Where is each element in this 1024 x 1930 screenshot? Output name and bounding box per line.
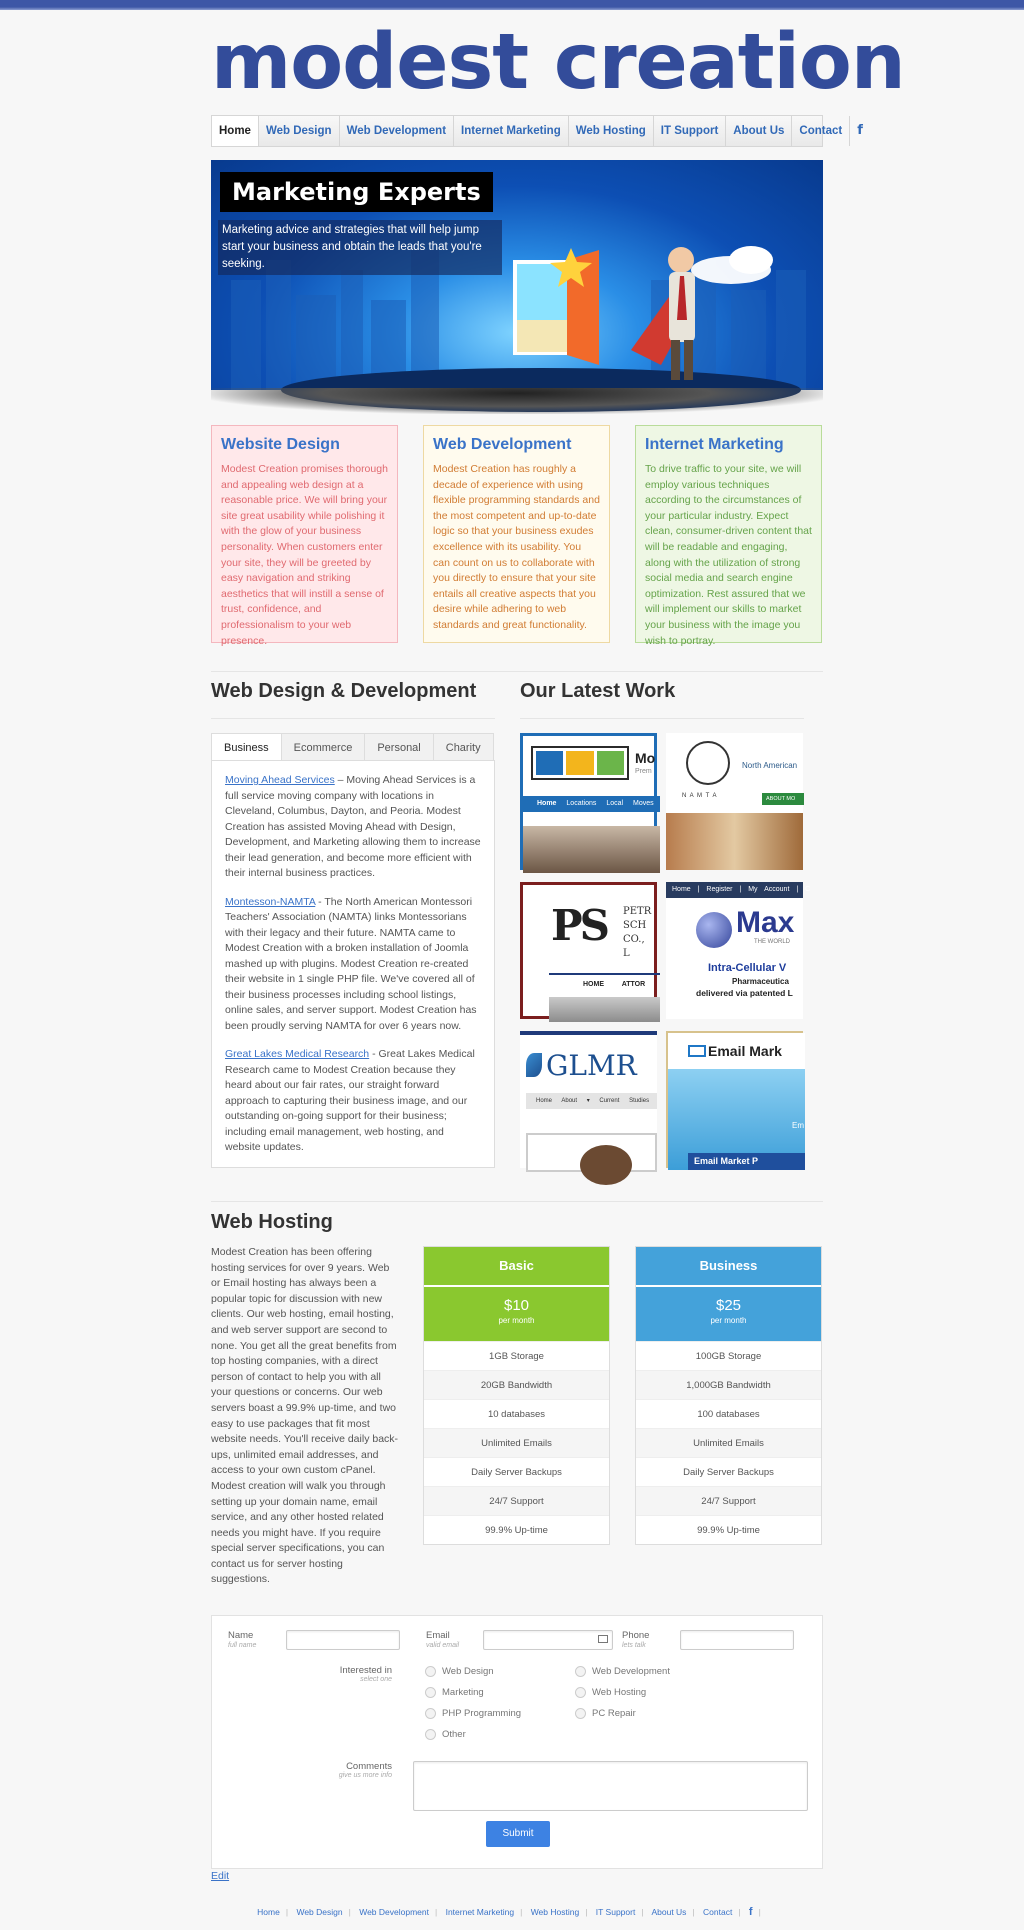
plan-feature: Daily Server Backups [636,1457,821,1486]
plan-feature: Unlimited Emails [636,1428,821,1457]
comments-label: Comments [346,1761,392,1772]
feature-text: Modest Creation promises thorough and appealing web design at a reasonable price. We will bring your site great usability while polishing it with the glow of your business personality. When customers enter your site, they will be greeted by easy navigation and striking aesthetics that will instill a sense of trust, confidence, and professionalism to your web presence. [221,463,388,647]
feature-internet-marketing [635,425,822,647]
nav-item-web-hosting[interactable]: Web Hosting [569,116,654,146]
footer-facebook-icon[interactable]: f [748,1906,753,1918]
option-marketing[interactable]: Marketing [425,1687,484,1698]
email-hint: valid email [426,1642,460,1649]
tab-charity[interactable]: Charity [433,733,494,761]
email-field[interactable] [483,1630,613,1650]
work-thumb-email-marketing[interactable]: Email Mark Em Email Market P [666,1031,803,1168]
checkbox-icon [575,1708,586,1719]
footer-link-web-design[interactable]: Web Design [296,1907,343,1917]
phone-hint: lets talk [622,1642,646,1649]
edit-link[interactable]: Edit [211,1870,230,1882]
nav-item-web-design[interactable]: Web Design [259,116,340,146]
top-accent-bar [0,0,1024,10]
option-php-programming[interactable]: PHP Programming [425,1708,521,1719]
comments-textarea[interactable] [413,1761,808,1811]
option-pc-repair[interactable]: PC Repair [575,1708,636,1719]
feature-title[interactable]: Web Development [433,436,572,453]
plan-feature: 20GB Bandwidth [424,1370,609,1399]
plan-feature: 100 databases [636,1399,821,1428]
divider [211,1201,823,1202]
feature-title[interactable]: Internet Marketing [645,436,784,453]
namta-link[interactable]: Montesson-NAMTA [225,895,316,908]
tab-panel-business [211,760,495,1168]
hosting-description: Modest Creation has been offering hosting services for over 9 years. Web or Email hosting has always been a popular topic for discussion with new clients. Our web hosting, email hosting, and web server support are second to none. You get all the great benefits from top hosting companies, with a direct person of contact to help you with all your questions or concerns. Our web servers boast a 99.9% up-time, and two easy to use packages that fit most website needs. You'll receive daily back-ups, unlimited email addresses, and access to your own custom cPanel. Modest creation will walk you through setting up your domain name, email service, and any other hosted related needs you might have. If you require special server specifications, you can contact us for server hosting suggestions. [211,1246,399,1586]
footer-nav: Home | Web Design | Web Development | Internet Marketing | Web Hosting | IT Support | About Us | Contact | f | [257,1906,761,1918]
name-field[interactable] [286,1630,400,1650]
glmr-link[interactable]: Great Lakes Medical Research [225,1048,370,1060]
section-title-design-development: Web Design & Development [211,680,477,702]
facebook-icon[interactable]: f [857,123,863,138]
option-web-hosting[interactable]: Web Hosting [575,1687,646,1698]
checkbox-icon [425,1708,436,1719]
hero-banner [211,160,823,390]
plan-name: Basic [424,1247,609,1285]
option-web-design[interactable]: Web Design [425,1666,494,1677]
footer-link-internet-marketing[interactable]: Internet Marketing [445,1907,515,1917]
plan-business [635,1246,822,1545]
section-title-latest-work: Our Latest Work [520,680,676,702]
footer-link-about-us[interactable]: About Us [651,1907,687,1917]
plan-basic [423,1246,610,1545]
footer-link-web-development[interactable]: Web Development [359,1907,429,1917]
portfolio-entry: Great Lakes Medical Research - Great Lakes Medical Research came to Modest Creation because they heard about our fair rates, our straight forward approach to capturing their business image, and our outstanding on-going support for their business; including email management, web hosting, and website updates. [225,1048,475,1153]
tab-ecommerce[interactable]: Ecommerce [281,733,366,761]
checkbox-icon [575,1687,586,1698]
nav-item-about-us[interactable]: About Us [726,116,792,146]
plan-feature: 24/7 Support [636,1486,821,1515]
interest-hint: select one [360,1676,392,1683]
option-other[interactable]: Other [425,1729,466,1740]
hero-shadow [211,388,823,414]
plan-feature: 100GB Storage [636,1341,821,1370]
portfolio-entry: Moving Ahead Services – Moving Ahead Services is a full service moving company with locations in Cleveland, Columbus, Dayton, and Peoria. Modest Creation has assisted Moving Ahead with Design, Development, and Marketing allowing them to increase their lead generation, and become more efficient with their internal business practices. [225,774,481,879]
work-thumb-maxim[interactable]: Home | Register | My Account | C Max THE WORLD Intra-Cellular V Pharmaceutica delivered via patented L [666,882,803,1019]
option-web-development[interactable]: Web Development [575,1666,670,1677]
submit-button[interactable]: Submit [486,1821,550,1847]
portfolio-entry: Montesson-NAMTA - The North American Montessori Teachers' Association (NAMTA) links Montessorians with their legacy and their future. NAMTA came to Modest Creation with a broken installation of Joomla mashed up with plugins. Modest Creation re-created their website in 1 single PHP file. We've covered all of their business processes including school listings, online sales, and server support. Modest Creation has been proudly serving NAMTA for over 6 years now. [225,895,477,1032]
work-thumb-namta[interactable]: N A M T A North American ABOUT MO [666,733,803,870]
plan-price: $25 per month [636,1285,821,1341]
nav-item-internet-marketing[interactable]: Internet Marketing [454,116,569,146]
footer-link-home[interactable]: Home [257,1907,280,1917]
plan-feature: 99.9% Up-time [424,1515,609,1544]
phone-field[interactable] [680,1630,794,1650]
name-label: Name [228,1630,254,1641]
checkbox-icon [425,1666,436,1677]
tab-personal[interactable]: Personal [364,733,433,761]
hero-subtitle: Marketing advice and strategies that will help jump start your business and obtain the leads that you're seeking. [218,220,502,275]
comments-hint: give us more info [338,1772,392,1779]
plan-features [424,1341,609,1544]
footer-link-contact[interactable]: Contact [703,1907,733,1917]
work-thumb-glmr[interactable]: GLMR Home About ▾ Current Studies [520,1031,657,1168]
email-label: Email [426,1630,450,1641]
nav-item-contact[interactable]: Contact [792,116,850,146]
plan-feature: 1GB Storage [424,1341,609,1370]
main-nav [211,115,863,147]
hero-title: Marketing Experts [220,172,493,212]
plan-name: Business [636,1247,821,1285]
divider [520,718,804,719]
nav-item-home[interactable]: Home [212,116,259,146]
section-title-web-hosting: Web Hosting [211,1211,333,1233]
plan-feature: 24/7 Support [424,1486,609,1515]
nav-item-it-support[interactable]: IT Support [654,116,727,146]
checkbox-icon [425,1687,436,1698]
moving-ahead-link[interactable]: Moving Ahead Services [225,774,335,786]
envelope-icon [598,1635,608,1643]
checkbox-icon [425,1729,436,1740]
feature-web-development [423,425,610,643]
plan-feature: Daily Server Backups [424,1457,609,1486]
plan-feature: 1,000GB Bandwidth [636,1370,821,1399]
contact-form [211,1615,823,1869]
tab-business[interactable]: Business [211,733,282,761]
footer-link-web-hosting[interactable]: Web Hosting [530,1907,580,1917]
checkbox-icon [575,1666,586,1677]
divider [211,718,495,719]
portfolio-tabs [211,733,493,761]
feature-text: Modest Creation has roughly a decade of experience with using flexible programming standards and the most competent and up-to-date logic so that your business exudes excellence with its usability. You can count on us to collaborate with you directly to ensure that your site entails all creative aspects that you desire while adhering to web standards and great functionality. [433,463,600,631]
plan-feature: Unlimited Emails [424,1428,609,1457]
plan-feature: 99.9% Up-time [636,1515,821,1544]
feature-website-design [211,425,398,647]
plan-features [636,1341,821,1544]
plan-price: $10 per month [424,1285,609,1341]
name-hint: full name [228,1642,257,1649]
work-thumb-moving-ahead[interactable]: Mo Prem Home Locations Local Moves [520,733,657,870]
plan-feature: 10 databases [424,1399,609,1428]
footer-link-it-support[interactable]: IT Support [595,1907,636,1917]
nav-item-web-development[interactable]: Web Development [340,116,454,146]
feature-text: To drive traffic to your site, we will employ various techniques according to the circumstances of your particular industry. Expect clean, consumer-driven content that will be readable and engaging, along with the utilization of strong social media and search engine optimization. Rest assured that we will implement our skills to market your business with the image you wish to portray. [645,463,812,647]
feature-title[interactable]: Website Design [221,436,340,453]
work-thumb-petro[interactable]: PS PETR SCH CO., L HOME ATTOR [520,882,657,1019]
divider [211,671,823,672]
interest-label: Interested in [339,1665,392,1676]
site-logo[interactable]: modest creation [211,18,905,107]
phone-label: Phone [622,1630,650,1641]
